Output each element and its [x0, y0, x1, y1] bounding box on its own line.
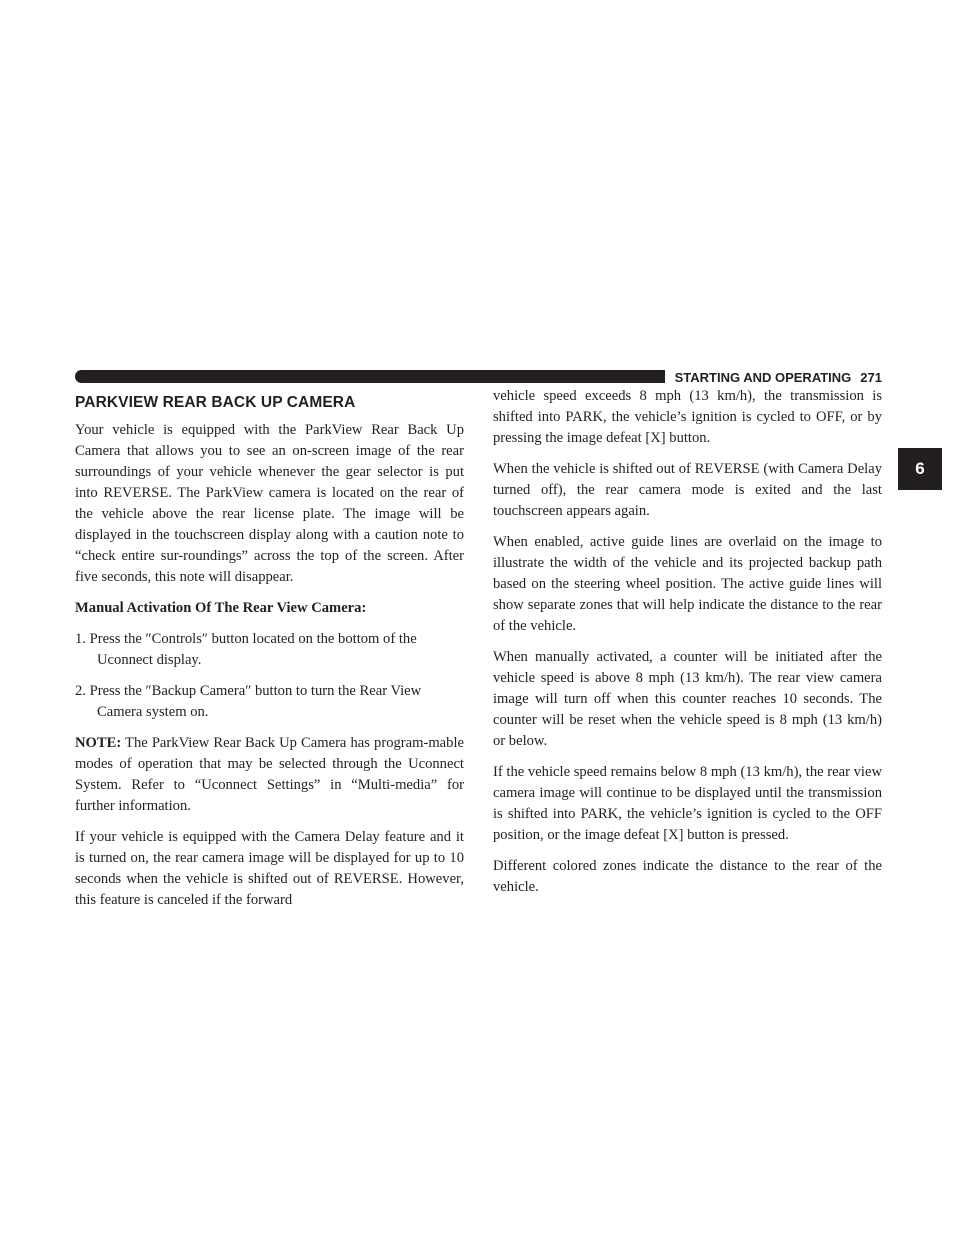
left-column: [75, 393, 464, 921]
page-number: 271: [860, 369, 882, 385]
running-header: [674, 366, 882, 388]
intro-paragraph: Your vehicle is equipped with the ParkView Rear Back Up Camera that allows you to see an on-screen image of the rear surroundings of your vehicle whenever the gear selector is put into REVERSE. The ParkView camera is located on the rear of the vehicle above the rear license plate. The image will be displayed in the touchscreen display along with a caution note to “check entire sur-roundings” across the top of the screen. After five seconds, this note will disappear.: [75, 422, 464, 585]
paragraph-shift-out: When the vehicle is shifted out of REVERSE (with Camera Delay turned off), the rear camera mode is exited and the last touchscreen appears again.: [493, 461, 882, 519]
section-title: PARKVIEW REAR BACK UP CAMERA: [75, 394, 356, 411]
paragraph-guide-lines: When enabled, active guide lines are overlaid on the image to illustrate the width of the vehicle and its projected backup path based on the steering wheel position. The active guide lines will show separate zones that will help indicate the distance to the rear of the vehicle.: [493, 534, 882, 634]
step-1: 1. Press the ″Controls″ button located on the bottom of the Uconnect display.: [75, 631, 417, 668]
chapter-tab: 6: [898, 448, 942, 490]
paragraph-speed-below: If the vehicle speed remains below 8 mph (13 km/h), the rear view camera image will continue to be displayed until the transmission is shifted into PARK, the vehicle’s ignition is cycled to the OFF position, or the image defeat [X] button is pressed.: [493, 764, 882, 843]
note-text: The ParkView Rear Back Up Camera has program-mable modes of operation that may be selected through the Uconnect System. Refer to “Uconnect Settings” in “Multi-media” for further information.: [75, 735, 464, 814]
step-2: 2. Press the ″Backup Camera″ button to turn the Rear View Camera system on.: [75, 683, 422, 720]
manual-activation-subheading: Manual Activation Of The Rear View Camera:: [75, 600, 367, 616]
paragraph-continued: vehicle speed exceeds 8 mph (13 km/h), the transmission is shifted into PARK, the vehicle’s ignition is cycled to OFF, or by pressing the image defeat [X] button.: [493, 388, 882, 446]
right-column: [493, 386, 882, 908]
header-rule: [75, 370, 665, 383]
note-paragraph: [75, 733, 464, 817]
header-section-title: STARTING AND OPERATING: [674, 369, 852, 385]
paragraph-manual-counter: When manually activated, a counter will be initiated after the vehicle speed is above 8 mph (13 km/h). The rear view camera image will turn off when this counter reaches 10 seconds. The counter will be reset when the vehicle speed is 8 mph (13 km/h) or below.: [493, 649, 882, 749]
note-label: NOTE:: [75, 735, 122, 751]
paragraph-colored-zones: Different colored zones indicate the distance to the rear of the vehicle.: [493, 858, 882, 895]
camera-delay-paragraph: If your vehicle is equipped with the Camera Delay feature and it is turned on, the rear camera image will be displayed for up to 10 seconds when the vehicle is shifted out of REVERSE. However, this feature is canceled if the forward: [75, 829, 464, 908]
